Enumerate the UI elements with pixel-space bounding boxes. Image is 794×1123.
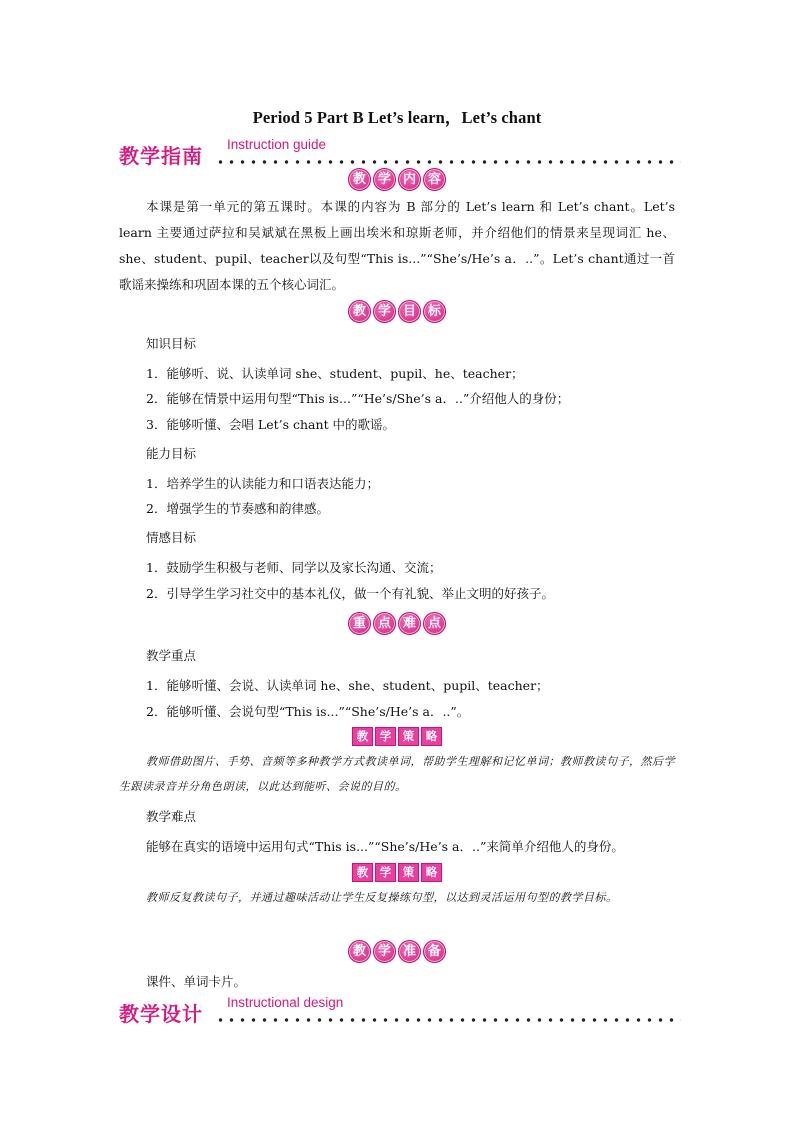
emotion-goals-heading: 情感目标 xyxy=(146,530,197,545)
key-point-item: 1．能够听懂、会说、认读单词 he、she、student、pupil、teacher； xyxy=(146,678,549,693)
badge-char: 教 xyxy=(348,300,371,323)
page-title: Period 5 Part B Let’s learn，Let’s chant xyxy=(252,108,542,127)
dotted-divider xyxy=(215,1017,681,1023)
preparation-text: 课件、单词卡片。 xyxy=(146,974,247,989)
section-title-en: Instructional design xyxy=(227,995,344,1010)
badge-teaching-strategy xyxy=(0,863,794,882)
ability-goal-item: 1．培养学生的认读能力和口语表达能力； xyxy=(146,476,379,491)
badge-teaching-preparation xyxy=(0,940,794,963)
section-header-instructional-design xyxy=(119,995,681,1028)
badge-char: 内 xyxy=(398,168,421,191)
knowledge-goal-item: 3．能够听懂、会唱 Let’s chant 中的歌谣。 xyxy=(146,417,396,432)
section-title-cn: 教学指南 xyxy=(119,144,203,168)
badge-char: 学 xyxy=(373,300,396,323)
badge-char: 目 xyxy=(398,300,421,323)
badge-char: 学 xyxy=(373,940,396,963)
badge-char: 重 xyxy=(348,612,371,635)
badge-char: 难 xyxy=(398,612,421,635)
strategy-paragraph: 教师借助图片、手势、音频等多种教学方式教读单词，帮助学生理解和记忆单词；教师教读句子，然后学生跟读录音并分角色朗读，以此达到能听、会说的目的。 xyxy=(119,755,675,793)
badge-teaching-goals xyxy=(0,300,794,323)
badge-char: 教 xyxy=(352,863,373,882)
content-paragraph: 本课是第一单元的第五课时。本课的内容为 B 部分的 Let’s learn 和 Let’s chant。Let’s learn 主要通过萨拉和吴斌斌在黑板上画出埃米和琼斯老师，并介绍他们的情景来呈现词汇 he、she、student、pupil、teacher以及句型“This is...”“She’s/He’s a．..”。Let’s chant通过一首歌谣来操练和巩固本课的五个核心词汇。 xyxy=(119,199,675,292)
knowledge-goal-item: 2．能够在情景中运用句型“This is...”“He’s/She’s a．..”介绍他人的身份； xyxy=(146,391,570,406)
badge-char: 学 xyxy=(375,727,396,746)
knowledge-goal-item: 1．能够听、说、认读单词 she、student、pupil、he、teacher； xyxy=(146,366,524,381)
badge-char: 标 xyxy=(423,300,446,323)
badge-key-and-difficult-points xyxy=(0,612,794,635)
section-title-en: Instruction guide xyxy=(227,137,327,152)
badge-char: 略 xyxy=(421,727,442,746)
key-points-heading: 教学重点 xyxy=(146,648,197,663)
badge-char: 教 xyxy=(348,168,371,191)
badge-char: 教 xyxy=(348,940,371,963)
badge-char: 学 xyxy=(373,168,396,191)
badge-char: 备 xyxy=(423,940,446,963)
badge-char: 准 xyxy=(398,940,421,963)
badge-char: 学 xyxy=(375,863,396,882)
section-title-cn: 教学设计 xyxy=(119,1002,203,1026)
badge-char: 略 xyxy=(421,863,442,882)
badge-char: 策 xyxy=(398,727,419,746)
emotion-goal-item: 2．引导学生学习社交中的基本礼仪，做一个有礼貌、举止文明的好孩子。 xyxy=(146,586,554,601)
difficult-point-text: 能够在真实的语境中运用句式“This is...”“She’s/He’s a．..”来简单介绍他人的身份。 xyxy=(146,839,624,854)
ability-goal-item: 2．增强学生的节奏感和韵律感。 xyxy=(146,501,329,516)
emotion-goal-item: 1．鼓励学生积极与老师、同学以及家长沟通、交流； xyxy=(146,560,442,575)
ability-goals-heading: 能力目标 xyxy=(146,446,197,461)
knowledge-goals-heading: 知识目标 xyxy=(146,336,197,351)
badge-teaching-strategy xyxy=(0,727,794,746)
badge-char: 教 xyxy=(352,727,373,746)
strategy-paragraph: 教师反复教读句子，并通过趣味活动让学生反复操练句型，以达到灵活运用句型的教学目标。 xyxy=(146,891,618,904)
dotted-divider xyxy=(215,159,681,165)
key-point-item: 2．能够听懂、会说句型“This is...”“She’s/He’s a．..”。 xyxy=(146,704,470,719)
badge-char: 容 xyxy=(423,168,446,191)
difficult-points-heading: 教学难点 xyxy=(146,809,197,824)
badge-char: 点 xyxy=(423,612,446,635)
badge-char: 点 xyxy=(373,612,396,635)
badge-char: 策 xyxy=(398,863,419,882)
badge-teaching-content xyxy=(0,168,794,191)
section-header-instruction-guide xyxy=(119,137,681,170)
